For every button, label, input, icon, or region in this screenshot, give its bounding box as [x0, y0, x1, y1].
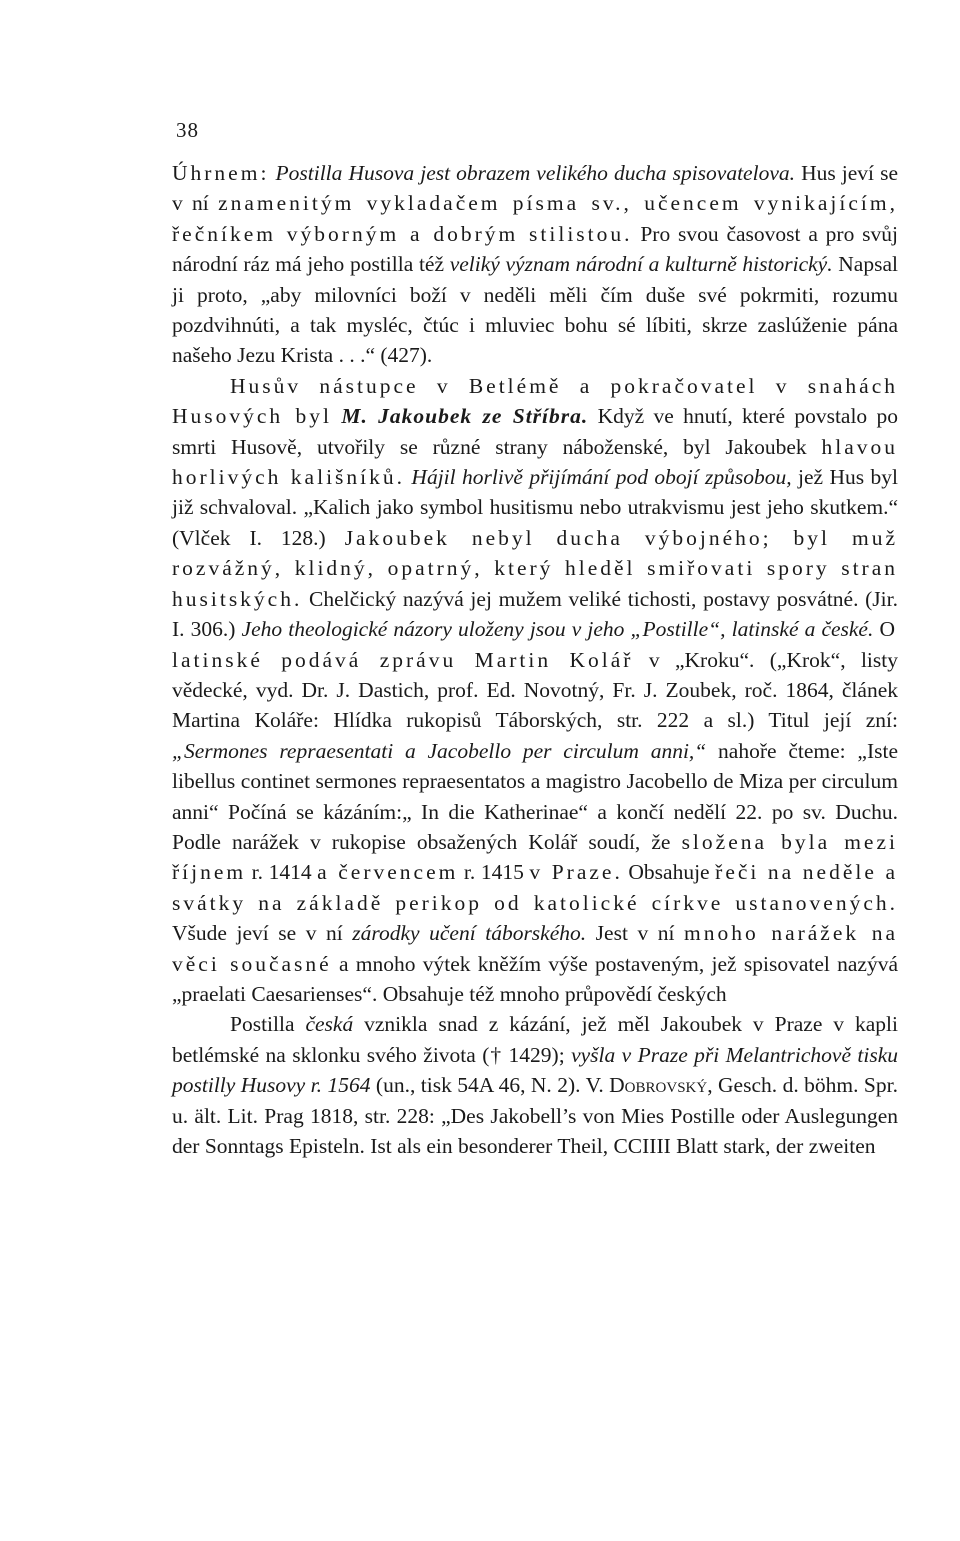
text-run: Hájil horlivě přijímání pod obojí způsobou, — [411, 465, 792, 490]
text-run: a červencem — [317, 860, 459, 885]
text-run: M. Jakoubek ze Stříbra. — [341, 404, 589, 429]
text-run: Napsal ji proto, „aby milovníci boží v neděli měli čím duše své pokrmiti, rozumu pozdvihnúti, a tak mysléc, čtúc i mluviec bohu sé líbiti, skrze zaslúženie pána našeho Jezu Krista . . .“ (427). — [172, 252, 898, 368]
text-run: v „Kroku“. („Krok“, listy vědecké, vyd. Dr. J. Dastich, prof. Ed. Novotný, Fr. J. Zoubek, roč. 1864, článek Martina Koláře: Hlídka rukopisů Táborských, str. 222 a sl.) Titul její zní: — [172, 647, 898, 733]
text-run: r. 1415 — [458, 860, 530, 885]
text-run: Obsahuje — [622, 860, 716, 885]
text-run: r. 1414 — [246, 860, 318, 885]
page-number: 38 — [176, 118, 199, 142]
text-run: v Praze. — [529, 860, 623, 885]
text-run: Jest v ní — [586, 921, 685, 946]
text-run: Jakoubek nebyl ducha výbojného; byl muž rozvážný, klidný, opatrný, který hleděl smiřovati spory stran husitských. — [172, 525, 898, 611]
text-run: Úhrnem: — [172, 161, 270, 185]
text-run: jež Hus byl již schvaloval. „Kalich jako symbol husitismu nebo utrakvismu jest jeho skutkem.“ (Vlček I. 128.) — [172, 465, 899, 550]
text-run: O latinské podává zprávu Martin Kolář — [172, 617, 898, 672]
text-run: Chelčický nazývá jej mužem veliké tichosti, postavy posvátné. (Jir. I. 306.) — [172, 586, 898, 642]
text-run: nahoře čteme: „Iste libellus continet sermones repraesentatos a magistro Jacobello de Miza per circulum anni“ Počíná se kázáním:„ In die Katherinae“ a končí nedělí 22. po sv. Duchu. Podle narážek v rukopise obsažených Kolář soudí, že — [172, 738, 898, 854]
text-run: mnoho narážek na věci současné — [172, 921, 898, 976]
text-run: znamenitým vykladačem písma sv., učencem vynikajícím, řečníkem výborným a dobrým stilistou. — [172, 191, 898, 246]
text-run — [332, 404, 341, 428]
text-run: Postilla Husova jest obrazem velikého ducha spisovatelova. — [275, 161, 795, 185]
text-run: , Gesch. d. böhm. Spr. u. ält. Lit. Prag 1818, str. 228: „Des Jakobell’s von Mies Postille oder Auslegungen der Sonntags Episteln. Ist als ein besonderer Theil, CCIIII Blatt stark, der zweiten — [172, 1073, 898, 1158]
text-run: Všude jeví se v ní — [172, 921, 353, 946]
document-body — [172, 158, 898, 1161]
text-run: složena byla mezi říjnem — [172, 829, 898, 885]
text-run: Postilla — [230, 1012, 306, 1037]
text-run: vyšla v Praze při Melantrichově tisku postilly Husovy r. 1564 — [172, 1042, 898, 1098]
text-run: veliký význam národní a kulturně historický. — [449, 252, 833, 277]
text-run: Když ve hnutí, které povstalo po smrti Husově, utvořily se různé strany náboženské, byl Jakoubek — [172, 404, 899, 459]
paragraph — [172, 371, 898, 1010]
paragraph — [172, 158, 898, 371]
paragraph — [172, 1009, 898, 1161]
text-run: Jeho theologické názory uloženy jsou v jeho „Postille“, latinské a české. — [241, 617, 874, 642]
text-run: zárodky učení táborského. — [352, 921, 587, 946]
text-run: Hus jeví se v ní — [172, 161, 899, 216]
text-run: Dobrovský — [609, 1073, 708, 1098]
text-run: (un., tisk 54A 46, N. 2). V. — [370, 1073, 610, 1098]
text-run: Husův nástupce v Betlémě a pokračovatel v snahách Husových byl — [172, 373, 898, 429]
text-run: hlavou horlivých kališníků. — [172, 434, 898, 490]
text-run: česká — [305, 1012, 354, 1037]
text-run: a mnoho výtek kněžím výše postaveným, jež spisovatel nazývá „praelati Caesarienses“. Obsahuje též mnoho průpovědí českých — [172, 951, 898, 1006]
text-run: řeči na neděle a svátky na základě perikop od katolické církve ustanovených. — [172, 860, 898, 915]
text-run: Pro svou časovost a pro svůj národní ráz má jeho postilla též — [172, 221, 898, 277]
text-run: „Sermones repraesentati a Jacobello per circulum anni,“ — [172, 738, 707, 763]
text-run: vznikla snad z kázání, jež měl Jakoubek v Praze v kapli betlémské na sklonku svého života († 1429); — [172, 1012, 898, 1067]
